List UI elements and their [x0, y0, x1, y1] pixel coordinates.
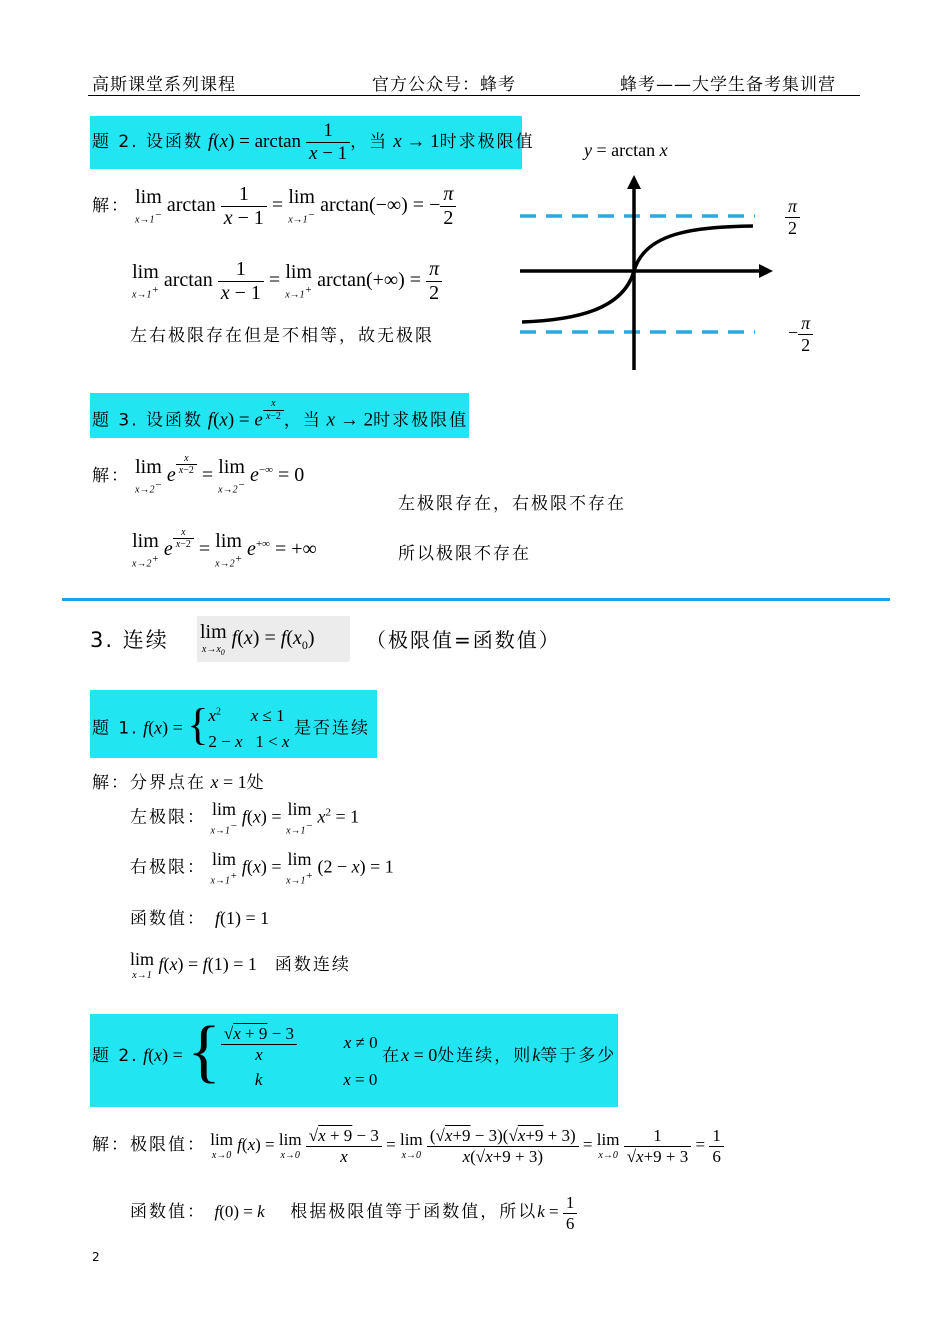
cproblem2-solution: 解：极限值： lim x→0 f(x) = lim x→0 $\frac{√x + 9 - 3}{x}$ = lim x→0 $\frac{(√x+9 - 3)(√x+9 + 3)}{x(√x+9 + 3)}$ = lim x→0 $\frac{1}{√x+9 + 3}$ = $\frac{1}{6}$ [92, 1126, 724, 1166]
problem2-left-limit: 解： lim x→1− arctan $\frac{1}{x - 1}$ = lim x→1− arctan(−∞) = − $\frac{\pi}{2}$ [92, 183, 456, 230]
cproblem1-conclusion-line: lim x→1 f(x) = f(1) = 1 函数连续 [130, 949, 351, 982]
arctan-graph [515, 170, 785, 375]
header-right: 蜂考——大学生备考集训营 [620, 75, 836, 95]
cproblem1-conclusion: 函数连续 [274, 955, 351, 975]
cproblem1-statement: 题 1. f(x) = { $x^2$ x ≤ 1 2 − x 1 < x 是否连续 [92, 700, 370, 752]
section-divider [62, 598, 890, 601]
problem2-conclusion: 左右极限存在但是不相等，故无极限 [130, 326, 434, 346]
cproblem1-left-limit: 左极限： lim x→1− f(x) = lim x→1− $x^2 = 1$ [130, 799, 360, 837]
header-left: 高斯课堂系列课程 [92, 75, 236, 95]
graph-pos-label: $\frac{\pi}{2}$ [785, 196, 800, 238]
y-axis-arrow [627, 175, 641, 189]
problem2-label: 题 2. 设函数 [92, 131, 204, 152]
header-center: 官方公众号：蜂考 [372, 75, 516, 95]
problem3-statement: 题 3. 设函数 f(x) = e $^{\frac{x}{x-2}}$ ，当 x → 2时求极限值 [92, 398, 469, 431]
section-subtitle: （极限值=函数值） [366, 628, 561, 652]
problem3-note2: 所以极限不存在 [398, 544, 531, 564]
page-number: 2 [92, 1250, 100, 1264]
problem3-note1: 左极限存在，右极限不存在 [398, 494, 626, 514]
problem3-label: 题 3. 设函数 [92, 410, 204, 431]
header-rule [88, 95, 860, 96]
cproblem1-func-value: 函数值： f(1) = 1 [130, 908, 270, 929]
problem2-right-limit: lim x→1+ arctan $\frac{1}{x - 1}$ = lim x→1+ arctan(+∞) = $\frac{\pi}{2}$ [132, 258, 442, 305]
graph-neg-label: − $\frac{\pi}{2}$ [788, 313, 813, 355]
arctan-curve [522, 226, 753, 322]
problem3-left-limit: 解： lim x→2− e $^{\frac{x}{x-2}}$ = lim x→2− e−∞ = 0 [92, 452, 305, 496]
problem3-right-limit: lim x→2+ e $^{\frac{x}{x-2}}$ = lim x→2+ e+∞ = +∞ [132, 526, 317, 570]
cproblem2-conclusion: 根据极限值等于函数值，所以 [290, 1201, 538, 1222]
graph-title: y = arctan x [584, 140, 668, 160]
continuity-formula: lim $x\to x_0$ $f(x) = f(x_0)$ [200, 621, 315, 657]
section-title: 3. 连续 [90, 628, 169, 652]
cproblem2-statement: 题 2. f(x) = { $\frac{√x + 9 - 3}{x}$ x ≠ 0 k x = 0 在x = 0处连续，则k等于多少 [92, 1013, 617, 1091]
problem2-statement: 题 2. 设函数 f(x) = arctan $\frac{1}{x - 1}$ ，当 x → 1时求极限值 [92, 120, 535, 164]
problem2-solution-label: 解： [92, 196, 130, 217]
x-axis-arrow [759, 264, 773, 278]
cproblem2-conclusion-line: 函数值： f(0) = k 根据极限值等于函数值，所以k = $\frac{1}{6}$ [130, 1193, 577, 1233]
cproblem1-solution-head: 解：分界点在 x = 1处 [92, 772, 266, 793]
cproblem1-right-limit: 右极限： lim x→1+ f(x) = lim x→1+ (2 − x) = 1 [130, 849, 394, 887]
